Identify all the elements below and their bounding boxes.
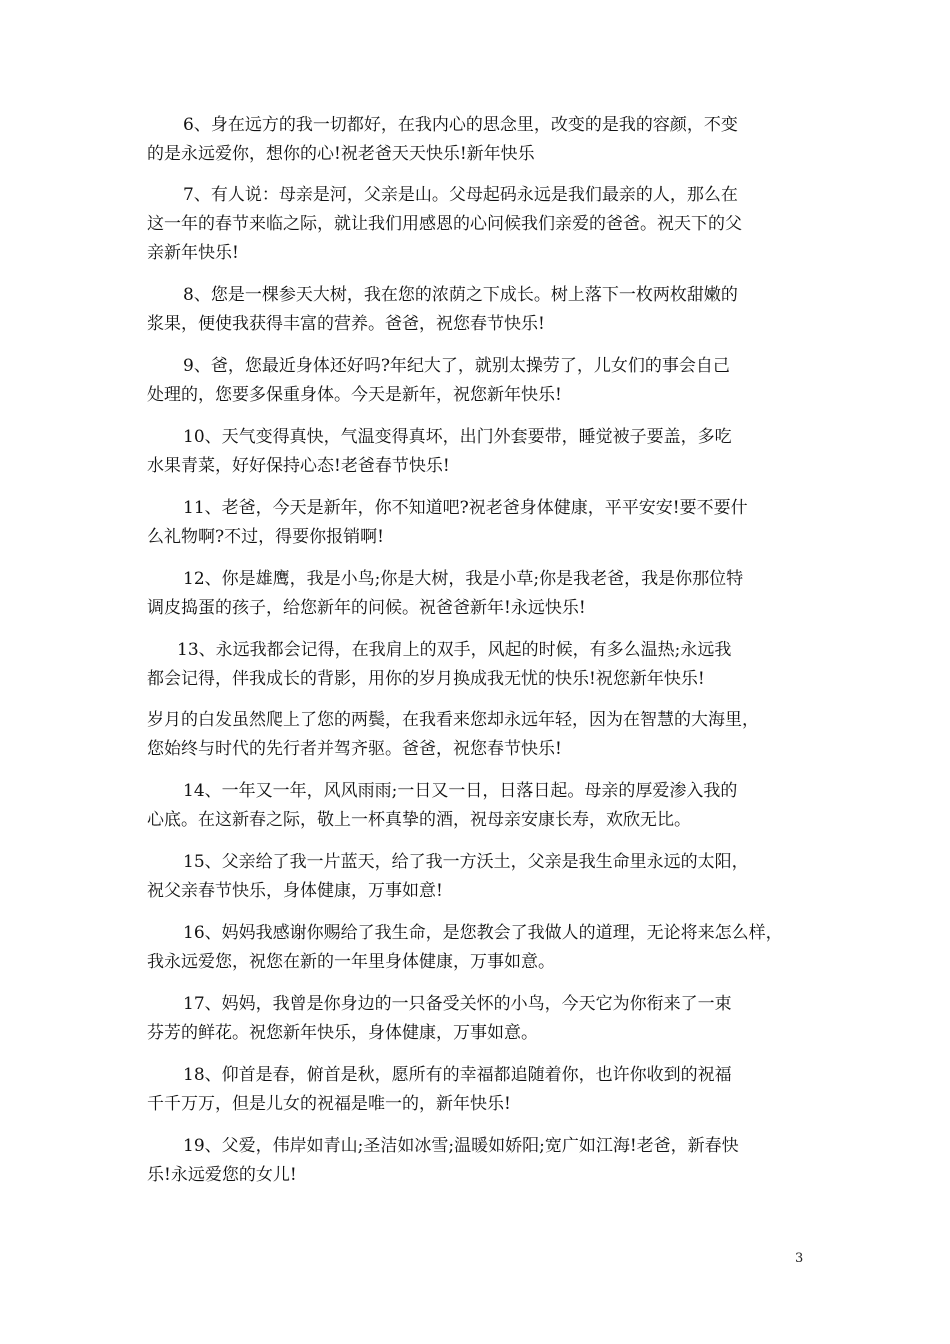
text-line: 19、父爱，伟岸如青山;圣洁如冰雪;温暖如娇阳;宽广如江海!老爸，新春快 — [183, 1136, 739, 1156]
paragraph-14 — [147, 777, 815, 835]
text-line: 乐!永远爱您的女儿! — [147, 1165, 297, 1185]
text-line: 浆果，便使我获得丰富的营养。爸爸，祝您春节快乐! — [147, 314, 545, 334]
text-line: 7、有人说：母亲是河，父亲是山。父母起码永远是我们最亲的人，那么在 — [183, 185, 738, 205]
paragraph-12 — [147, 565, 815, 623]
page-number: 3 — [795, 1251, 804, 1266]
text-line: 的是永远爱你，想你的心!祝老爸天天快乐!新年快乐 — [147, 144, 535, 164]
text-line: 这一年的春节来临之际，就让我们用感恩的心问候我们亲爱的爸爸。祝天下的父 — [147, 214, 742, 234]
text-line: 8、您是一棵参天大树，我在您的浓荫之下成长。树上落下一枚两枚甜嫩的 — [183, 285, 738, 305]
paragraph-11 — [147, 494, 815, 552]
text-line: 6、身在远方的我一切都好，在我内心的思念里，改变的是我的容颜，不变 — [183, 115, 738, 135]
paragraph-6 — [147, 111, 815, 169]
text-line: 9、爸，您最近身体还好吗?年纪大了，就别太操劳了，儿女们的事会自己 — [183, 356, 730, 376]
text-line: 水果青菜，好好保持心态!老爸春节快乐! — [147, 456, 450, 476]
paragraph-18 — [147, 1061, 815, 1119]
text-line: 14、一年又一年，风风雨雨;一日又一日，日落日起。母亲的厚爱渗入我的 — [183, 781, 738, 801]
text-line: 亲新年快乐! — [147, 243, 239, 263]
text-line: 17、妈妈，我曾是你身边的一只备受关怀的小鸟，今天它为你衔来了一束 — [183, 994, 732, 1014]
paragraph-19 — [147, 1132, 815, 1190]
text-line: 么礼物啊?不过，得要你报销啊! — [147, 527, 384, 547]
text-line: 芬芳的鲜花。祝您新年快乐，身体健康，万事如意。 — [147, 1023, 538, 1043]
paragraph-9 — [147, 352, 815, 410]
paragraph-8 — [147, 281, 815, 339]
text-line: 13、永远我都会记得，在我肩上的双手，风起的时候，有多么温热;永远我 — [177, 640, 732, 660]
text-line: 15、父亲给了我一片蓝天，给了我一方沃土，父亲是我生命里永远的太阳， — [183, 852, 749, 872]
text-line: 16、妈妈我感谢你赐给了我生命，是您教会了我做人的道理，无论将来怎么样， — [183, 923, 783, 943]
text-line: 您始终与时代的先行者并驾齐驱。爸爸，祝您春节快乐! — [147, 739, 562, 759]
text-line: 我永远爱您，祝您在新的一年里身体健康，万事如意。 — [147, 952, 555, 972]
paragraph-13 — [147, 636, 815, 694]
text-line: 11、老爸，今天是新年，你不知道吧?祝老爸身体健康，平平安安!要不要什 — [183, 498, 748, 518]
text-line: 岁月的白发虽然爬上了您的两鬓，在我看来您却永远年轻，因为在智慧的大海里， — [147, 710, 759, 730]
paragraph-16 — [147, 919, 815, 977]
paragraph-unnumbered — [147, 706, 815, 764]
text-line: 千千万万，但是儿女的祝福是唯一的，新年快乐! — [147, 1094, 511, 1114]
text-line: 调皮捣蛋的孩子，给您新年的问候。祝爸爸新年!永远快乐! — [147, 598, 586, 618]
paragraph-17 — [147, 990, 815, 1048]
text-line: 都会记得，伴我成长的背影，用你的岁月换成我无忧的快乐!祝您新年快乐! — [147, 669, 705, 689]
text-line: 处理的，您要多保重身体。今天是新年，祝您新年快乐! — [147, 385, 562, 405]
text-line: 18、仰首是春，俯首是秋，愿所有的幸福都追随着你，也许你收到的祝福 — [183, 1065, 732, 1085]
text-line: 心底。在这新春之际，敬上一杯真挚的酒，祝母亲安康长寿，欢欣无比。 — [147, 810, 691, 830]
text-line: 12、你是雄鹰，我是小鸟;你是大树，我是小草;你是我老爸，我是你那位特 — [183, 569, 744, 589]
paragraph-7 — [147, 181, 815, 268]
text-line: 10、天气变得真快，气温变得真坏，出门外套要带，睡觉被子要盖，多吃 — [183, 427, 732, 447]
paragraph-15 — [147, 848, 815, 906]
paragraph-10 — [147, 423, 815, 481]
text-line: 祝父亲春节快乐，身体健康，万事如意! — [147, 881, 443, 901]
